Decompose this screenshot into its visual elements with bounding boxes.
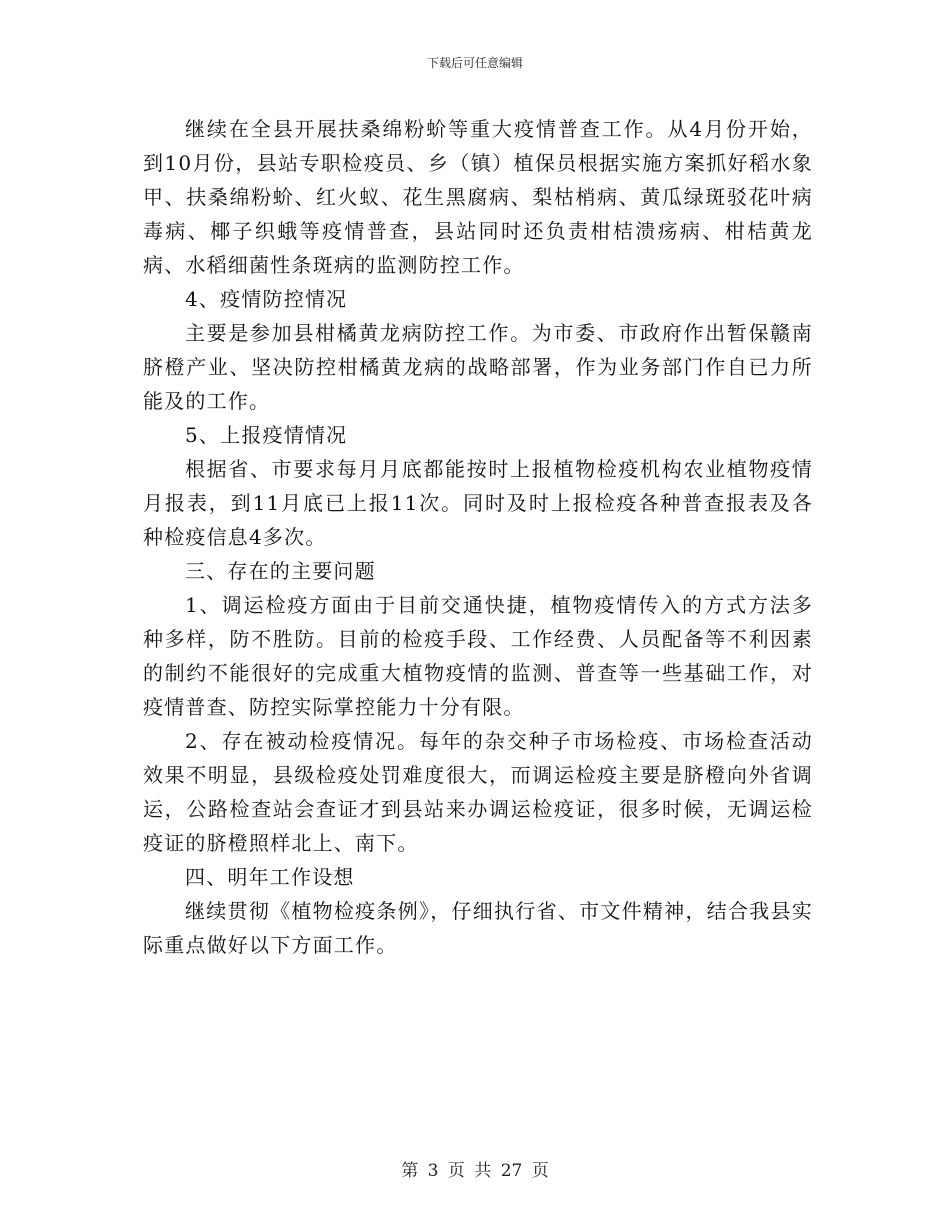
section-heading-reporting: 5、上报疫情情况 (185, 423, 348, 447)
paragraph-reporting: 根据省、市要求每月月底都能按时上报植物检疫机构农业植物疫情月报表，到11月底已上报11次。同时及时上报检疫各种普查报表及各种检疫信息4多次。 (143, 457, 813, 549)
paragraph-next-year: 继续贯彻《植物检疫条例》，仔细执行省、市文件精神，结合我县实际重点做好以下方面工作。 (143, 899, 813, 957)
paragraph-survey: 继续在全县开展扶桑绵粉蚧等重大疫情普查工作。从4月份开始，到10月份，县站专职检疫员、乡（镇）植保员根据实施方案抓好稻水象甲、扶桑绵粉蚧、红火蚁、花生黑腐病、梨枯梢病、黄瓜绿斑驳花叶病毒病、椰子织蛾等疫情普查，县站同时还负责柑桔溃疡病、柑桔黄龙病、水稻细菌性条斑病的监测防控工作。 (143, 117, 813, 277)
section-heading-epidemic-control: 4、疫情防控情况 (185, 287, 348, 311)
page-footer: 第 3 页 共 27 页 (401, 1161, 549, 1181)
paragraph-epidemic-control: 主要是参加县柑橘黄龙病防控工作。为市委、市政府作出暂保赣南脐橙产业、坚决防控柑橘黄龙病的战略部署，作为业务部门作自已力所能及的工作。 (143, 321, 813, 413)
document-body (143, 112, 813, 962)
section-heading-next-year: 四、明年工作设想 (185, 865, 355, 889)
paragraph-problem-2: 2、存在被动检疫情况。每年的杂交种子市场检疫、市场检查活动效果不明显，县级检疫处罚难度很大，而调运检疫主要是脐橙向外省调运，公路检查站会查证才到县站来办调运检疫证，很多时候，无调运检疫证的脐橙照样北上、南下。 (143, 729, 813, 855)
paragraph-problem-1: 1、调运检疫方面由于目前交通快捷，植物疫情传入的方式方法多种多样，防不胜防。目前的检疫手段、工作经费、人员配备等不利因素的制约不能很好的完成重大植物疫情的监测、普查等一些基础工作，对疫情普查、防控实际掌控能力十分有限。 (143, 593, 813, 719)
page-header: 下载后可任意编辑 (426, 56, 523, 70)
section-heading-problems: 三、存在的主要问题 (185, 559, 376, 583)
